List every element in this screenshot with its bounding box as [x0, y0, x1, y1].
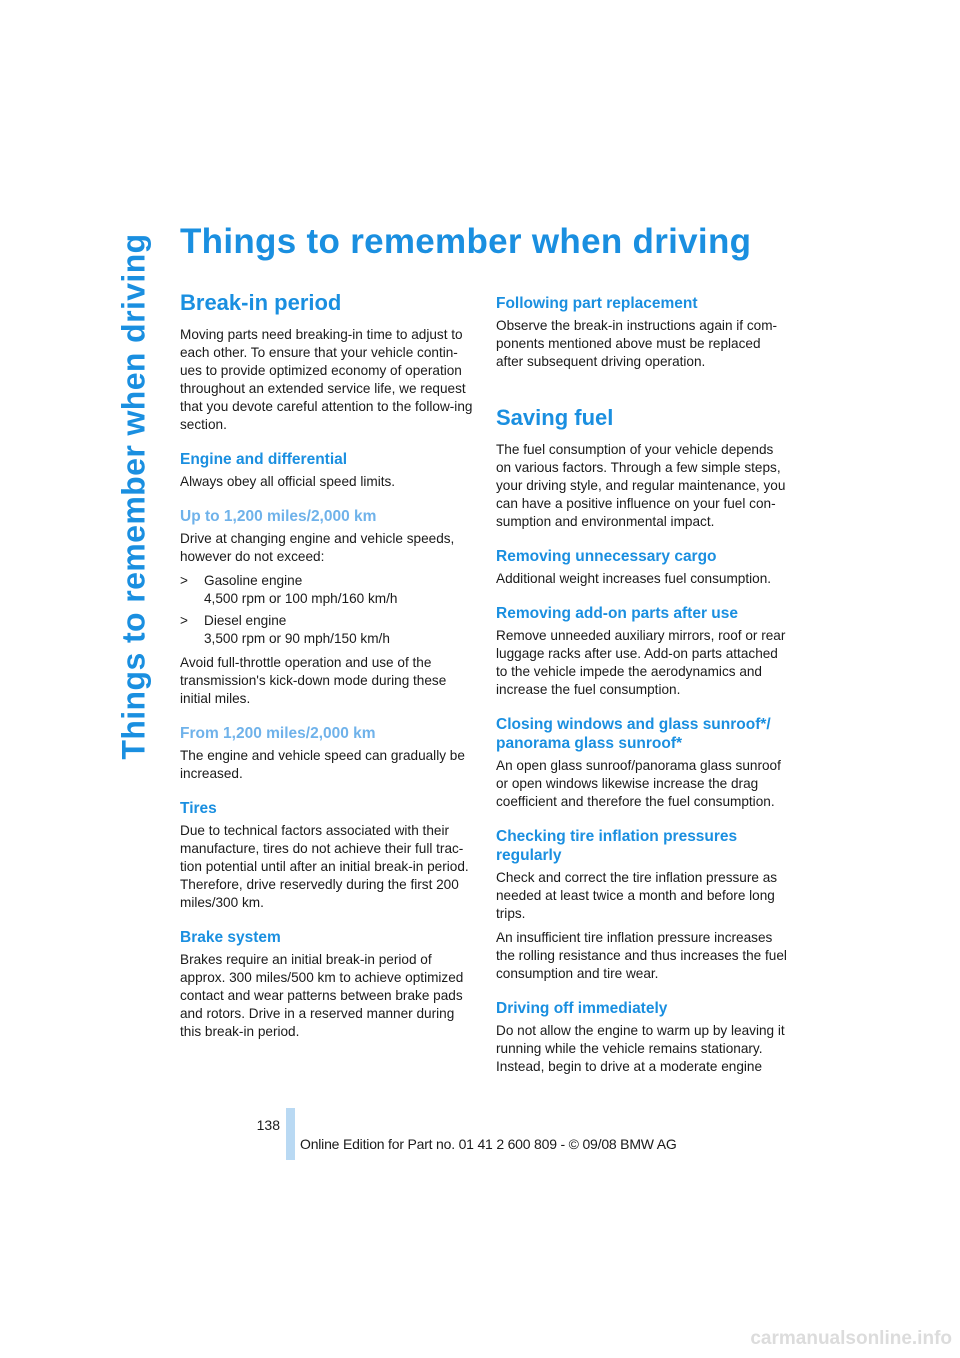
driving-off-text: Do not allow the engine to warm up by leaving it running while the vehicle remains stationary. Instead, begin to drive at a moderate engine	[496, 1023, 785, 1074]
up-to-heading: Up to 1,200 miles/2,000 km	[180, 508, 377, 525]
from-heading: From 1,200 miles/2,000 km	[180, 725, 376, 742]
addon-text: Remove unneeded auxiliary mirrors, roof or rear luggage racks after use. Add-on parts attached to the vehicle impede the aerodynamics and increase the fuel consumption.	[496, 628, 786, 697]
list-item	[180, 572, 475, 608]
windows-heading: Closing windows and glass sunroof*/ panorama glass sunroof*	[496, 716, 771, 752]
side-title	[104, 226, 164, 766]
side-title-text: Things to remember when driving	[115, 232, 152, 760]
cargo-heading: Removing unnecessary cargo	[496, 548, 717, 565]
from-text: The engine and vehicle speed can gradually be increased.	[180, 748, 465, 781]
brakes-text: Brakes require an initial break-in period of approx. 300 miles/500 km to achieve optimized contact and wear patterns between brake pads and rotors. Drive in a reserved manner during this break-in period.	[180, 952, 464, 1039]
bullet-text: Gasoline engine 4,500 rpm or 100 mph/160 km/h	[204, 573, 398, 606]
watermark: carmanualsonline.info	[750, 1328, 952, 1349]
right-column	[496, 294, 791, 1082]
tire-pressure-text-1: Check and correct the tire inflation pressure as needed at least twice a month and before long trips.	[496, 870, 778, 921]
bullet-text: Diesel engine 3,500 rpm or 90 mph/150 km/h	[204, 613, 390, 646]
engine-limits-list	[180, 572, 475, 648]
page-title: Things to remember when driving	[180, 222, 752, 261]
saving-fuel-text: The fuel consumption of your vehicle depends on various factors. Through a few simple steps, your driving style, and regular maintenance, you can have a positive influence on your fuel con-sumption and environmental impact.	[496, 442, 786, 529]
up-to-after: Avoid full-throttle operation and use of the transmission's kick-down mode during these initial miles.	[180, 655, 447, 706]
break-in-heading: Break-in period	[180, 290, 342, 315]
following-text: Observe the break-in instructions again if com-ponents mentioned above must be replaced after subsequent driving operation.	[496, 318, 778, 369]
following-heading: Following part replacement	[496, 295, 698, 312]
list-item	[180, 612, 475, 648]
tires-heading: Tires	[180, 800, 217, 817]
cargo-text: Additional weight increases fuel consumption.	[496, 571, 772, 586]
edition-note: Online Edition for Part no. 01 41 2 600 809 - © 09/08 BMW AG	[300, 1136, 677, 1152]
bullet-marker: >	[180, 573, 188, 588]
left-column	[180, 290, 475, 1047]
tire-pressure-heading: Checking tire inflation pressures regularly	[496, 828, 738, 864]
footer-accent-bar	[286, 1108, 295, 1160]
saving-fuel-heading: Saving fuel	[496, 405, 614, 430]
engine-heading: Engine and differential	[180, 451, 348, 468]
break-in-intro: Moving parts need breaking-in time to adjust to each other. To ensure that your vehicle contin-ues to provide optimized economy of operation throughout an extended service life, we request that you devote careful attention to the follow-ing section.	[180, 327, 473, 432]
tire-pressure-text-2: An insufficient tire inflation pressure increases the rolling resistance and thus increases the fuel consumption and tire wear.	[496, 930, 787, 981]
tires-text: Due to technical factors associated with their manufacture, tires do not achieve their full trac-tion potential until after an initial break-in period. Therefore, drive reservedly during the first 200 miles/300 km.	[180, 823, 469, 910]
page-number: 138	[256, 1117, 280, 1133]
engine-text: Always obey all official speed limits.	[180, 474, 396, 489]
addon-heading: Removing add-on parts after use	[496, 605, 739, 622]
driving-off-heading: Driving off immediately	[496, 1000, 668, 1017]
bullet-marker: >	[180, 613, 188, 628]
windows-text: An open glass sunroof/panorama glass sunroof or open windows likewise increase the drag coefficient and therefore the fuel consumption.	[496, 758, 781, 809]
up-to-text: Drive at changing engine and vehicle speeds, however do not exceed:	[180, 531, 455, 564]
brakes-heading: Brake system	[180, 929, 281, 946]
